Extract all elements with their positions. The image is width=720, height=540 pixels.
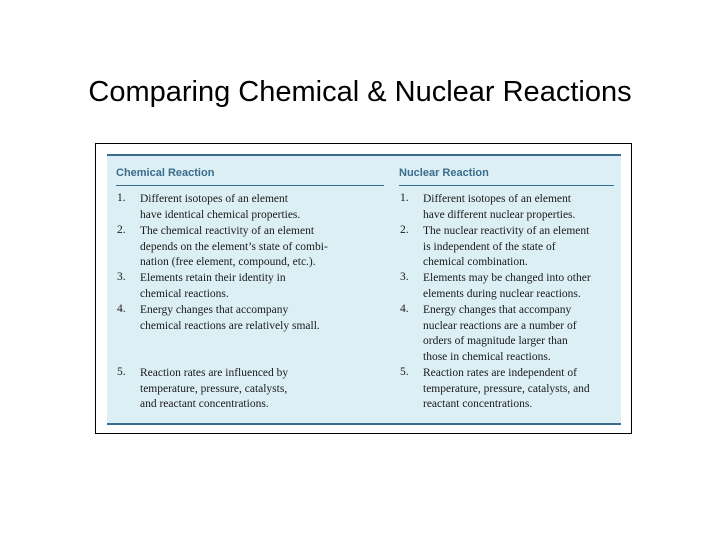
item-text (423, 271, 591, 302)
item-text-line: Different isotopes of an element (423, 193, 571, 205)
item-number: 3. (117, 271, 126, 283)
item-text-line: temperature, pressure, catalysts, (140, 382, 288, 395)
item-text-line: temperature, pressure, catalysts, and (423, 382, 590, 395)
item-text (423, 366, 590, 413)
item-text-line: those in chemical reactions. (423, 351, 551, 364)
item-text (140, 366, 288, 413)
item-text-line: Elements may be changed into other (423, 272, 591, 284)
item-number: 3. (400, 271, 409, 283)
item-number: 1. (117, 192, 126, 204)
item-text-line: Different isotopes of an element (140, 193, 288, 205)
item-number: 5. (117, 366, 126, 378)
item-text-line: reactant concentrations. (423, 398, 533, 411)
item-text (140, 271, 286, 302)
item-text-line: nuclear reactions are a number of (423, 319, 577, 332)
item-text (423, 224, 589, 271)
item-text-line: chemical reactions. (140, 287, 229, 300)
table-bottom-rule (107, 423, 621, 425)
item-text-line: Energy changes that accompany (423, 304, 572, 316)
chemical-header-rule (116, 185, 384, 186)
item-text (140, 224, 328, 271)
item-text (423, 303, 577, 366)
item-text-line: have different nuclear properties. (423, 208, 576, 221)
item-text-line: nation (free element, compound, etc.). (140, 256, 316, 269)
item-text-line: chemical reactions are relatively small. (140, 319, 320, 332)
item-text-line: The nuclear reactivity of an element (423, 225, 590, 237)
item-text-line: The chemical reactivity of an element (140, 225, 315, 237)
item-text-line: orders of magnitude larger than (423, 335, 568, 348)
nuclear-header-rule (399, 185, 614, 186)
chemical-reaction-header: Chemical Reaction (116, 167, 215, 179)
item-number: 2. (117, 224, 126, 236)
item-text (140, 192, 300, 223)
item-text-line: depends on the element’s state of combi- (140, 240, 328, 253)
item-text-line: Reaction rates are influenced by (140, 367, 289, 379)
item-number: 4. (400, 303, 409, 315)
item-text (423, 192, 575, 223)
comparison-table (107, 154, 621, 425)
item-text-line: elements during nuclear reactions. (423, 287, 581, 300)
item-number: 1. (400, 192, 409, 204)
item-text-line: Elements retain their identity in (140, 272, 286, 284)
comparison-table-frame (95, 143, 632, 434)
item-text-line: have identical chemical properties. (140, 208, 301, 221)
item-text-line: chemical combination. (423, 256, 528, 269)
item-number: 2. (400, 224, 409, 236)
item-number: 4. (117, 303, 126, 315)
item-text-line: is independent of the state of (423, 240, 556, 253)
item-number: 5. (400, 366, 409, 378)
nuclear-reaction-header: Nuclear Reaction (399, 167, 489, 179)
item-text (140, 303, 320, 334)
item-text-line: Energy changes that accompany (140, 304, 289, 316)
slide-title: Comparing Chemical & Nuclear Reactions (88, 76, 632, 108)
item-text-line: Reaction rates are independent of (423, 367, 577, 379)
item-text-line: and reactant concentrations. (140, 398, 269, 411)
